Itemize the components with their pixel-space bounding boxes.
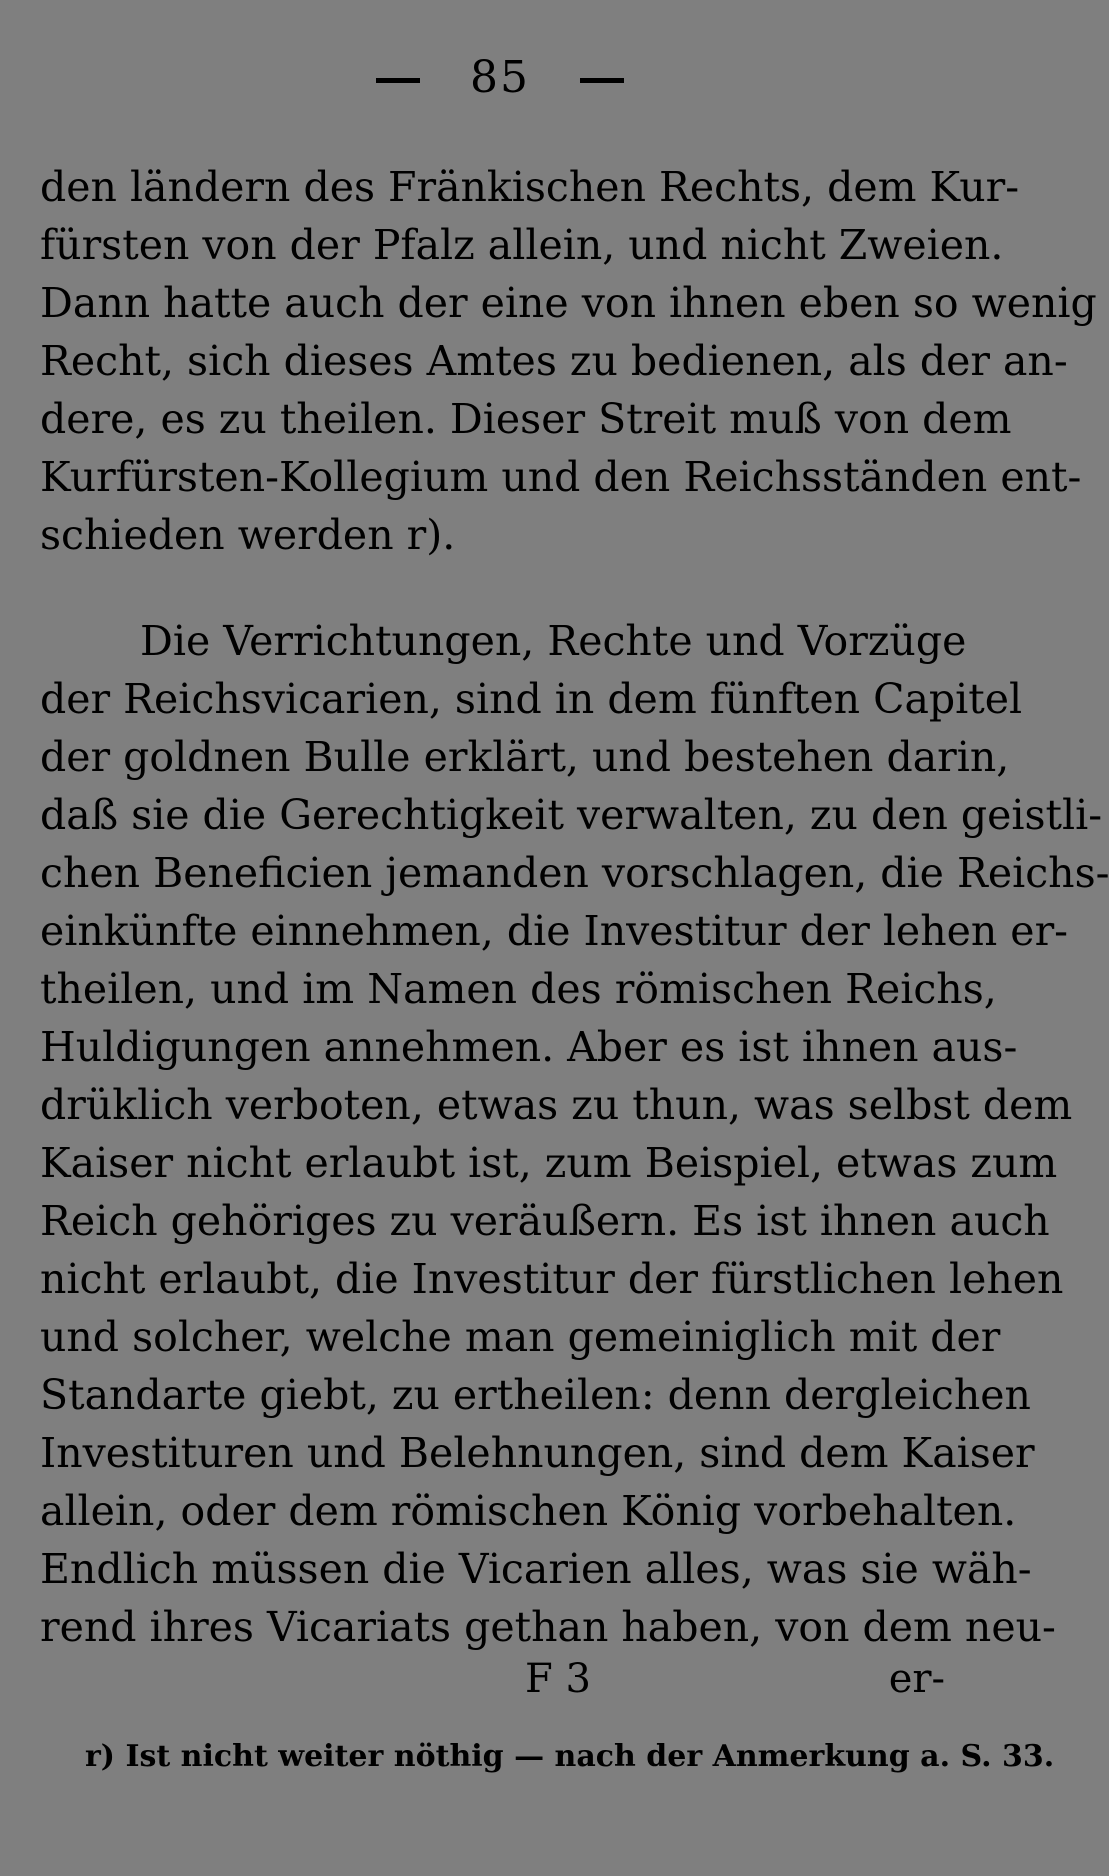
text-line: schieden werden r). (40, 511, 456, 559)
page-header (0, 52, 1000, 103)
text-line: Kaiser nicht erlaubt ist, zum Beispiel, etwas zum (40, 1139, 1058, 1187)
paragraph-1 (40, 158, 1097, 564)
text-line: Die Verrichtungen, Rechte und Vorzüge (140, 617, 967, 665)
text-line: Standarte giebt, zu ertheilen: denn dergleichen (40, 1371, 1031, 1419)
text-line: Kurfürsten-Kollegium und den Reichsständen ent- (40, 453, 1082, 501)
header-dash-left (376, 78, 420, 83)
text-line: Dann hatte auch der eine von ihnen eben so wenig (40, 279, 1097, 327)
text-line: einkünfte einnehmen, die Investitur der lehen er- (40, 907, 1069, 955)
paragraph-2 (40, 612, 1109, 1656)
text-line: der Reichsvicarien, sind in dem fünften Capitel (40, 675, 1023, 723)
signature-row (40, 1650, 945, 1708)
text-line: Endlich müssen die Vicarien alles, was sie wäh- (40, 1545, 1032, 1593)
text-line: dere, es zu theilen. Dieser Streit muß von dem (40, 395, 1012, 443)
text-line: und solcher, welche man gemeiniglich mit der (40, 1313, 1001, 1361)
text-line: drüklich verboten, etwas zu thun, was selbst dem (40, 1081, 1073, 1129)
text-line: der goldnen Bulle erklärt, und bestehen darin, (40, 733, 1010, 781)
header-dash-right (580, 78, 624, 83)
text-line: rend ihres Vicariats gethan haben, von dem neu- (40, 1603, 1056, 1651)
catchword: er- (888, 1656, 945, 1702)
text-line: Huldigungen annehmen. Aber es ist ihnen aus- (40, 1023, 1018, 1071)
text-line: fürsten von der Pfalz allein, und nicht Zweien. (40, 221, 1004, 269)
text-line: Recht, sich dieses Amtes zu bedienen, als der an- (40, 337, 1068, 385)
text-line: theilen, und im Namen des römischen Reichs, (40, 965, 997, 1013)
text-line: daß sie die Gerechtigkeit verwalten, zu den geistli- (40, 791, 1103, 839)
footnote: r) Ist nicht weiter nöthig — nach der Anmerkung a. S. 33. (85, 1739, 1055, 1774)
text-line: allein, oder dem römischen König vorbehalten. (40, 1487, 1017, 1535)
page-number: 85 (470, 52, 530, 103)
text-line: chen Beneficien jemanden vorschlagen, die Reichs- (40, 849, 1109, 897)
text-line: den ländern des Fränkischen Rechts, dem Kur- (40, 163, 1020, 211)
text-line: Reich gehöriges zu veräußern. Es ist ihnen auch (40, 1197, 1050, 1245)
text-line: Investituren und Belehnungen, sind dem Kaiser (40, 1429, 1035, 1477)
text-line: nicht erlaubt, die Investitur der fürstlichen lehen (40, 1255, 1064, 1303)
signature-mark: F 3 (525, 1656, 591, 1702)
